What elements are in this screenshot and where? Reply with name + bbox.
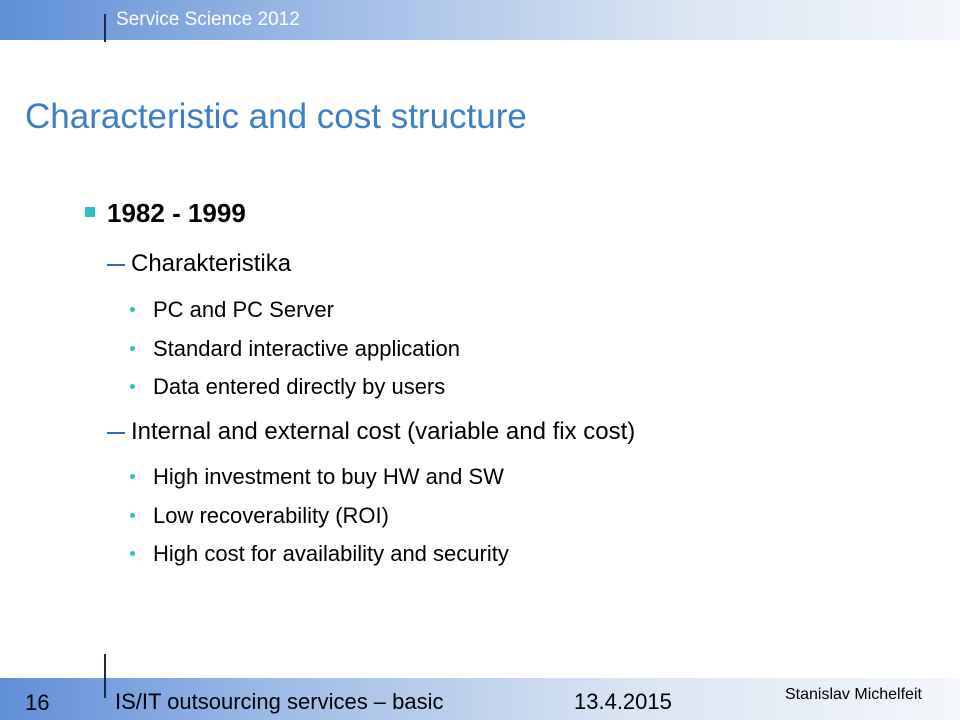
list-item-text: High cost for availability and security bbox=[153, 541, 509, 566]
footer-separator bbox=[104, 654, 106, 698]
list-item bbox=[130, 464, 504, 490]
list-item-text: Data entered directly by users bbox=[153, 374, 446, 399]
list-item-text: Low recoverability (ROI) bbox=[153, 503, 389, 528]
list-item bbox=[130, 541, 509, 567]
square-bullet-icon bbox=[85, 207, 95, 217]
list-item bbox=[130, 374, 445, 400]
dash-bullet-icon bbox=[107, 432, 125, 434]
dot-bullet-icon bbox=[130, 513, 135, 518]
list-item-text: High investment to buy HW and SW bbox=[153, 464, 504, 489]
dot-bullet-icon bbox=[130, 474, 135, 479]
footer-date: 13.4.2015 bbox=[574, 689, 672, 714]
list-item-text: Standard interactive application bbox=[153, 336, 460, 361]
header-separator bbox=[104, 14, 106, 42]
slide-title: Characteristic and cost structure bbox=[25, 97, 527, 136]
dot-bullet-icon bbox=[130, 346, 135, 351]
section-heading-characteristics bbox=[107, 250, 291, 278]
dash-bullet-icon bbox=[107, 264, 125, 266]
dot-bullet-icon bbox=[130, 384, 135, 389]
header-title: Service Science 2012 bbox=[116, 9, 300, 30]
section-heading-text: Charakteristika bbox=[131, 250, 292, 277]
level1-text: 1982 - 1999 bbox=[107, 198, 246, 228]
list-item bbox=[130, 503, 389, 529]
section-heading-cost bbox=[107, 418, 635, 446]
list-item bbox=[130, 336, 460, 362]
footer-course-title: IS/IT outsourcing services – basic bbox=[115, 689, 444, 714]
dot-bullet-icon bbox=[130, 551, 135, 556]
level1-bullet bbox=[85, 198, 246, 229]
section-heading-text: Internal and external cost (variable and fix cost) bbox=[131, 418, 636, 445]
list-item bbox=[130, 297, 334, 323]
page-number: 16 bbox=[25, 690, 50, 715]
list-item-text: PC and PC Server bbox=[153, 297, 334, 322]
footer-author: Stanislav Michelfeit bbox=[785, 686, 922, 703]
dot-bullet-icon bbox=[130, 307, 135, 312]
